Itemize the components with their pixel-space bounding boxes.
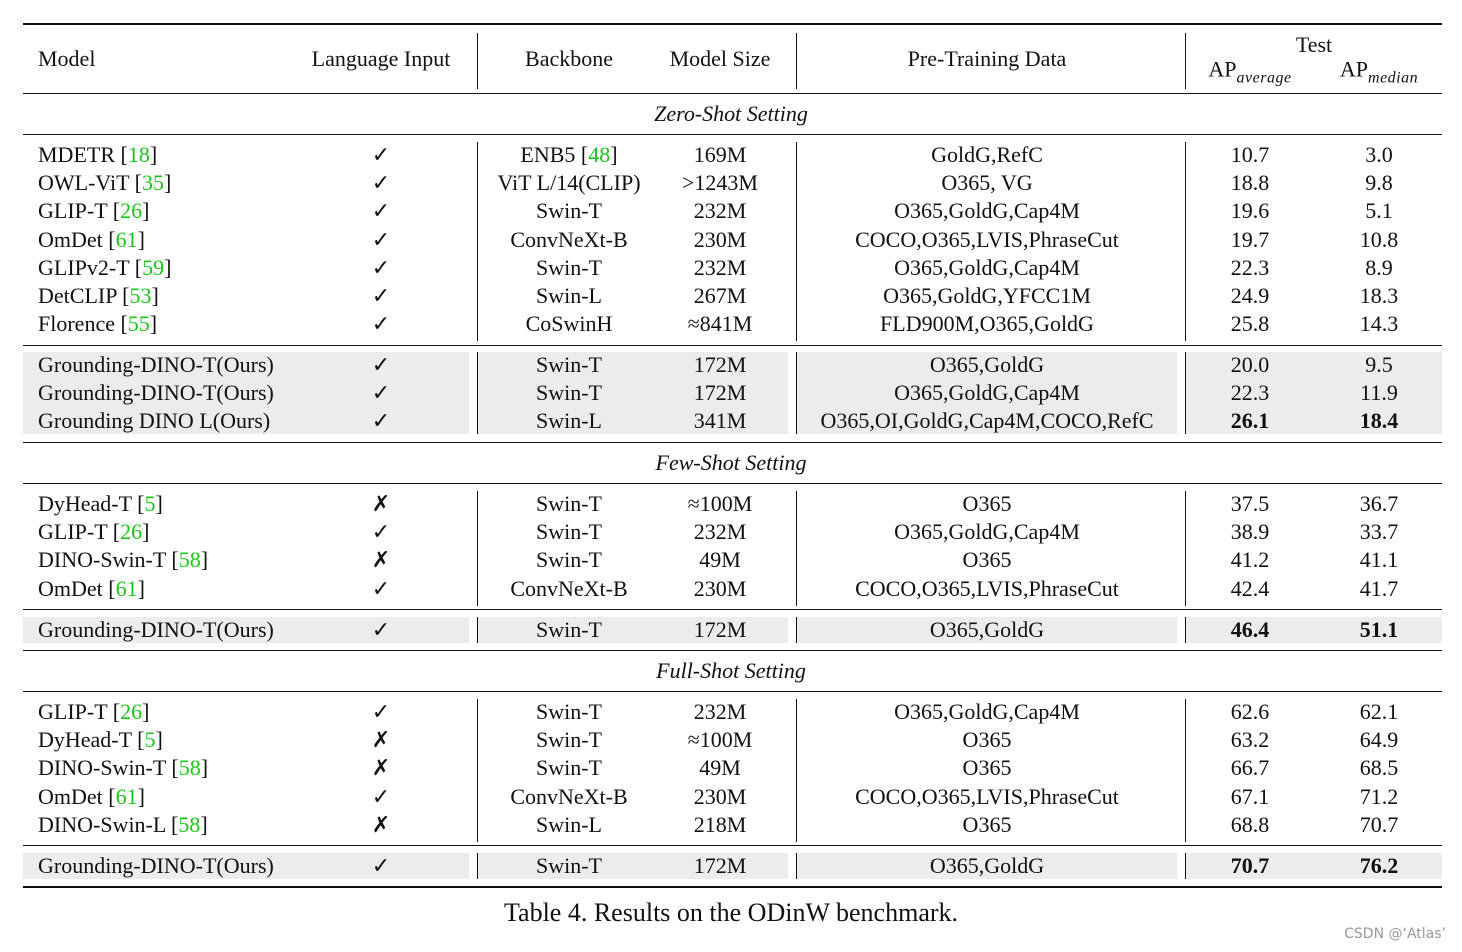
language-input-mark: ✓	[371, 198, 391, 224]
ap-median-cell: 41.1	[1359, 547, 1399, 573]
pretraining-data-cell: O365	[962, 811, 1012, 837]
model-size-cell: 169M	[693, 142, 747, 167]
model-size-cell: 230M	[693, 783, 747, 809]
vertical-rule	[796, 142, 797, 341]
pretraining-data-cell: FLD900M,O365,GoldG	[880, 311, 1094, 337]
ap-average-cell: 38.9	[1230, 519, 1270, 545]
pretraining-data-cell: O365	[962, 491, 1012, 516]
backbone-cell	[536, 616, 602, 644]
pretraining-data-cell: COCO,O365,LVIS,PhraseCut	[855, 575, 1119, 601]
header-backbone: Backbone	[525, 46, 613, 71]
pretraining-data-cell: O365,GoldG,Cap4M	[894, 699, 1080, 724]
backbone-label: ENB5	[520, 142, 576, 167]
backbone-label: Swin-T	[536, 727, 602, 753]
horizontal-rule	[23, 691, 1442, 692]
ap-average-cell: 37.5	[1230, 491, 1270, 516]
backbone-cell	[536, 726, 602, 754]
ap-median-cell: 11.9	[1360, 380, 1398, 406]
header-ap-average-label: AP	[1208, 56, 1237, 82]
model-size-cell: ≈100M	[687, 491, 753, 516]
backbone-cell	[536, 407, 602, 435]
ours-model-name	[38, 616, 274, 644]
model-size-cell: 230M	[693, 575, 747, 601]
model-name: DetCLIP [53]	[38, 283, 159, 308]
backbone-label: Swin-T	[536, 198, 602, 224]
backbone-label: ConvNeXt-B	[510, 783, 628, 809]
vertical-rule	[796, 33, 797, 89]
backbone-cell	[536, 490, 602, 518]
language-input-mark: ✓	[371, 380, 391, 406]
ap-median-cell: 18.4	[1359, 408, 1399, 434]
backbone-label: Swin-T	[536, 853, 602, 878]
horizontal-rule	[23, 134, 1442, 135]
backbone-label: ViT L/14(CLIP)	[497, 170, 641, 196]
ap-average-cell: 68.8	[1230, 811, 1270, 837]
backbone-cell	[526, 310, 613, 338]
model-label: DINO-Swin-T	[38, 547, 166, 573]
model-name: OmDet [61]	[38, 575, 145, 601]
vertical-rule	[1185, 699, 1186, 842]
ap-median-cell: 41.7	[1359, 575, 1399, 601]
citation-link[interactable]: 58	[178, 755, 201, 781]
model-size-cell: 341M	[693, 408, 747, 434]
ap-median-cell: 9.5	[1365, 352, 1393, 377]
backbone-label: Swin-T	[536, 755, 602, 781]
citation-link[interactable]: 61	[115, 575, 138, 601]
model-name: MDETR [18]	[38, 142, 158, 167]
model-label: GLIP-T	[38, 699, 108, 724]
model-label: GLIPv2-T	[38, 254, 130, 280]
citation-link[interactable]: 61	[115, 226, 138, 252]
vertical-rule	[796, 491, 797, 606]
model-name: GLIP-T [26]	[38, 699, 150, 724]
ap-average-cell: 25.8	[1230, 311, 1270, 337]
backbone-label: Swin-L	[536, 408, 602, 434]
model-label: GLIP-T	[38, 519, 108, 545]
vertical-rule	[796, 352, 797, 434]
ap-average-cell: 67.1	[1230, 783, 1270, 809]
citation-link[interactable]: 26	[120, 699, 143, 724]
pretraining-data-cell: COCO,O365,LVIS,PhraseCut	[855, 226, 1119, 252]
backbone-cell	[510, 226, 627, 254]
model-label: OmDet	[38, 783, 103, 809]
language-input-mark: ✗	[371, 811, 391, 837]
header-model-size: Model Size	[669, 46, 771, 71]
backbone-cell	[536, 379, 602, 407]
ap-average-cell: 42.4	[1230, 575, 1270, 601]
backbone-cell	[536, 811, 602, 839]
pretraining-data-cell: O365,OI,GoldG,Cap4M,COCO,RefC	[820, 408, 1154, 434]
horizontal-rule	[23, 483, 1442, 484]
ours-model-name	[38, 379, 274, 407]
citation-link[interactable]: 53	[129, 283, 152, 308]
vertical-rule	[477, 699, 478, 842]
pretraining-data-cell: O365,GoldG	[929, 853, 1045, 878]
vertical-rule	[477, 352, 478, 434]
ap-average-cell: 24.9	[1230, 283, 1270, 308]
ap-average-cell: 41.2	[1230, 547, 1270, 573]
watermark: CSDN @‘Atlas’	[1344, 926, 1446, 942]
backbone-label: Swin-T	[536, 519, 602, 545]
vertical-rule	[477, 491, 478, 606]
language-input-mark: ✓	[371, 617, 391, 642]
backbone-cell	[536, 197, 602, 225]
backbone-cell	[536, 754, 602, 782]
ap-average-cell: 46.4	[1230, 617, 1270, 642]
ap-average-cell: 63.2	[1230, 727, 1270, 753]
vertical-rule	[477, 617, 478, 643]
ours-highlight	[1186, 617, 1442, 643]
ap-average-cell: 18.8	[1230, 170, 1270, 196]
ap-median-cell: 68.5	[1359, 755, 1399, 781]
model-label: GLIP-T	[38, 198, 108, 224]
vertical-rule	[477, 142, 478, 341]
ap-median-cell: 36.7	[1359, 491, 1399, 516]
language-input-mark: ✓	[371, 311, 391, 337]
model-name: DINO-Swin-L [58]	[38, 811, 208, 837]
model-label: Grounding DINO L(Ours)	[38, 408, 271, 434]
ours-model-name	[38, 852, 274, 880]
language-input-mark: ✓	[371, 575, 391, 601]
citation-link[interactable]: 5	[144, 491, 156, 516]
backbone-cell	[510, 783, 627, 811]
citation-link[interactable]: 5	[144, 727, 156, 753]
pretraining-data-cell: O365,GoldG,YFCC1M	[883, 283, 1091, 308]
model-size-cell: 49M	[699, 547, 741, 573]
horizontal-rule	[23, 609, 1442, 610]
vertical-rule	[1185, 491, 1186, 606]
citation-link[interactable]: 18	[127, 142, 150, 167]
language-input-mark: ✓	[371, 170, 391, 196]
pretraining-data-cell: O365	[962, 755, 1012, 781]
pretraining-data-cell: O365,GoldG,Cap4M	[894, 198, 1080, 224]
model-name: Florence [55]	[38, 311, 158, 337]
horizontal-rule	[23, 650, 1442, 651]
header-ap-median	[1340, 56, 1418, 93]
pretraining-data-cell: O365,GoldG	[929, 352, 1045, 377]
pretraining-data-cell: GoldG,RefC	[931, 142, 1043, 167]
citation-link[interactable]: 58	[178, 811, 201, 837]
citation-link[interactable]: 58	[178, 547, 201, 573]
citation-link[interactable]: 61	[115, 783, 138, 809]
backbone-cell	[497, 169, 640, 197]
model-name: OmDet [61]	[38, 783, 145, 809]
vertical-rule	[796, 699, 797, 842]
ap-median-cell: 76.2	[1359, 853, 1399, 878]
ap-median-cell: 64.9	[1359, 727, 1399, 753]
ap-median-cell: 10.8	[1359, 226, 1399, 252]
backbone-cell	[536, 698, 602, 726]
horizontal-rule	[23, 845, 1442, 846]
section-title: Zero-Shot Setting	[654, 101, 808, 126]
table-caption: Table 4. Results on the ODinW benchmark.	[503, 898, 959, 927]
horizontal-rule	[23, 345, 1442, 346]
vertical-rule	[477, 853, 478, 879]
ap-average-cell: 20.0	[1230, 352, 1270, 377]
model-size-cell: 232M	[693, 198, 747, 224]
ap-median-cell: 14.3	[1359, 311, 1399, 337]
backbone-cell	[536, 546, 602, 574]
language-input-mark: ✓	[371, 408, 391, 434]
model-label: DyHead-T	[38, 491, 132, 516]
backbone-label: Swin-T	[536, 254, 602, 280]
language-input-mark: ✓	[371, 519, 391, 545]
pretraining-data-cell: COCO,O365,LVIS,PhraseCut	[855, 783, 1119, 809]
model-name: GLIP-T [26]	[38, 198, 150, 224]
vertical-rule	[1185, 352, 1186, 434]
ours-highlight	[1186, 853, 1442, 879]
backbone-label: Swin-T	[536, 352, 602, 377]
model-size-cell: 172M	[693, 380, 747, 406]
ap-average-cell: 22.3	[1230, 254, 1270, 280]
model-size-cell: 172M	[693, 617, 747, 642]
ap-median-cell: 9.8	[1365, 170, 1393, 196]
model-name: DINO-Swin-T [58]	[38, 755, 209, 781]
ours-model-name	[38, 407, 270, 435]
ap-median-cell: 62.1	[1359, 699, 1399, 724]
model-name: DINO-Swin-T [58]	[38, 547, 209, 573]
ap-average-cell: 22.3	[1230, 380, 1270, 406]
model-label: OmDet	[38, 226, 103, 252]
model-name: GLIP-T [26]	[38, 519, 150, 545]
backbone-label: ConvNeXt-B	[510, 226, 628, 252]
backbone-cell	[536, 351, 602, 379]
language-input-mark: ✓	[371, 142, 391, 167]
backbone-cell: ENB5 [48]	[520, 142, 618, 167]
header-language-input: Language Input	[311, 46, 451, 71]
model-size-cell: 232M	[693, 699, 747, 724]
ours-model-name	[38, 351, 274, 379]
model-label: Grounding-DINO-T(Ours)	[38, 853, 274, 878]
backbone-label: Swin-T	[536, 617, 602, 642]
model-label: Grounding-DINO-T(Ours)	[38, 617, 274, 642]
model-label: OmDet	[38, 575, 103, 601]
vertical-rule	[1185, 33, 1186, 89]
model-name: OmDet [61]	[38, 226, 145, 252]
language-input-mark: ✓	[371, 254, 391, 280]
backbone-cell	[536, 852, 602, 880]
ap-average-cell: 10.7	[1230, 142, 1270, 167]
language-input-mark: ✓	[371, 853, 391, 878]
model-size-cell: >1243M	[682, 170, 758, 196]
model-size-cell: 232M	[693, 519, 747, 545]
ap-median-cell: 71.2	[1359, 783, 1399, 809]
backbone-label: Swin-T	[536, 699, 602, 724]
model-size-cell: 49M	[699, 755, 741, 781]
model-label: DINO-Swin-T	[38, 755, 166, 781]
model-label: Florence	[38, 311, 115, 337]
pretraining-data-cell: O365, VG	[941, 170, 1033, 196]
header-ap-average-subscript: average	[1236, 69, 1292, 87]
backbone-cell	[536, 518, 602, 546]
ap-average-cell: 19.6	[1230, 198, 1270, 224]
horizontal-rule	[23, 442, 1442, 443]
header-ap-median-subscript: median	[1368, 69, 1419, 87]
language-input-mark: ✓	[371, 283, 391, 308]
pretraining-data-cell: O365,GoldG	[929, 617, 1045, 642]
vertical-rule	[1185, 853, 1186, 879]
ap-median-cell: 3.0	[1365, 142, 1393, 167]
backbone-label: CoSwinH	[525, 311, 613, 337]
section-title: Few-Shot Setting	[655, 450, 807, 475]
language-input-mark: ✗	[371, 727, 391, 753]
vertical-rule	[1185, 142, 1186, 341]
language-input-mark: ✓	[371, 226, 391, 252]
ap-average-cell: 70.7	[1230, 853, 1270, 878]
model-label: Grounding-DINO-T(Ours)	[38, 380, 274, 406]
horizontal-rule	[23, 886, 1442, 888]
model-size-cell: 230M	[693, 226, 747, 252]
ap-median-cell: 8.9	[1365, 254, 1393, 280]
ap-median-cell: 18.3	[1359, 283, 1399, 308]
vertical-rule	[796, 617, 797, 643]
header-ap-average	[1208, 56, 1291, 93]
ap-average-cell: 19.7	[1230, 226, 1270, 252]
model-name: GLIPv2-T [59]	[38, 254, 172, 280]
language-input-mark: ✗	[371, 755, 391, 781]
model-size-cell: 267M	[693, 283, 747, 308]
pretraining-data-cell: O365,GoldG,Cap4M	[894, 380, 1080, 406]
citation-link[interactable]: 26	[120, 519, 143, 545]
model-size-cell: 172M	[693, 853, 747, 878]
citation-link[interactable]: 48	[588, 142, 611, 167]
model-size-cell: 232M	[693, 254, 747, 280]
model-size-cell: 218M	[693, 811, 747, 837]
header-model: Model	[38, 46, 96, 71]
model-name: DyHead-T [5]	[38, 491, 163, 516]
citation-link[interactable]: 55	[127, 311, 150, 337]
ap-average-cell: 26.1	[1230, 408, 1270, 434]
language-input-mark: ✗	[371, 491, 391, 516]
citation-link[interactable]: 35	[141, 170, 164, 196]
backbone-label: Swin-T	[536, 491, 602, 516]
model-size-cell: ≈100M	[687, 727, 753, 753]
ap-average-cell: 66.7	[1230, 755, 1270, 781]
language-input-mark: ✗	[371, 547, 391, 573]
language-input-mark: ✓	[371, 783, 391, 809]
header-test: Test	[1295, 32, 1333, 57]
section-title: Full-Shot Setting	[656, 658, 806, 683]
backbone-cell	[536, 282, 602, 310]
language-input-mark: ✓	[371, 699, 391, 724]
model-label: DyHead-T	[38, 727, 132, 753]
model-label: DINO-Swin-L	[38, 811, 166, 837]
pretraining-data-cell: O365,GoldG,Cap4M	[894, 254, 1080, 280]
model-label: OWL-ViT	[38, 170, 130, 196]
backbone-label: Swin-T	[536, 547, 602, 573]
model-label: MDETR	[38, 142, 115, 167]
backbone-label: Swin-L	[536, 811, 602, 837]
language-input-mark: ✓	[371, 352, 391, 377]
horizontal-rule	[23, 23, 1442, 25]
vertical-rule	[477, 33, 478, 89]
header-ap-median-label: AP	[1339, 56, 1369, 82]
ap-median-cell: 70.7	[1359, 811, 1399, 837]
citation-link[interactable]: 59	[142, 254, 165, 280]
vertical-rule	[1185, 617, 1186, 643]
ap-median-cell: 51.1	[1359, 617, 1399, 642]
backbone-cell	[510, 575, 627, 603]
model-label: DetCLIP	[38, 283, 117, 308]
ap-average-cell: 62.6	[1230, 699, 1270, 724]
pretraining-data-cell: O365	[962, 727, 1012, 753]
backbone-label: Swin-L	[536, 283, 602, 308]
ours-highlight	[1186, 352, 1442, 434]
model-name: OWL-ViT [35]	[38, 170, 172, 196]
vertical-rule	[796, 853, 797, 879]
pretraining-data-cell: O365,GoldG,Cap4M	[894, 519, 1080, 545]
backbone-label: ConvNeXt-B	[510, 575, 628, 601]
citation-link[interactable]: 26	[120, 198, 143, 224]
header-pretraining-data: Pre-Training Data	[907, 46, 1067, 71]
model-label: Grounding-DINO-T(Ours)	[38, 352, 274, 377]
horizontal-rule	[23, 93, 1442, 94]
model-size-cell: ≈841M	[687, 311, 753, 337]
ap-median-cell: 5.1	[1365, 198, 1393, 224]
backbone-label: Swin-T	[536, 380, 602, 406]
model-name: DyHead-T [5]	[38, 727, 163, 753]
ap-median-cell: 33.7	[1359, 519, 1399, 545]
backbone-cell	[536, 254, 602, 282]
model-size-cell: 172M	[693, 352, 747, 377]
pretraining-data-cell: O365	[962, 547, 1012, 573]
